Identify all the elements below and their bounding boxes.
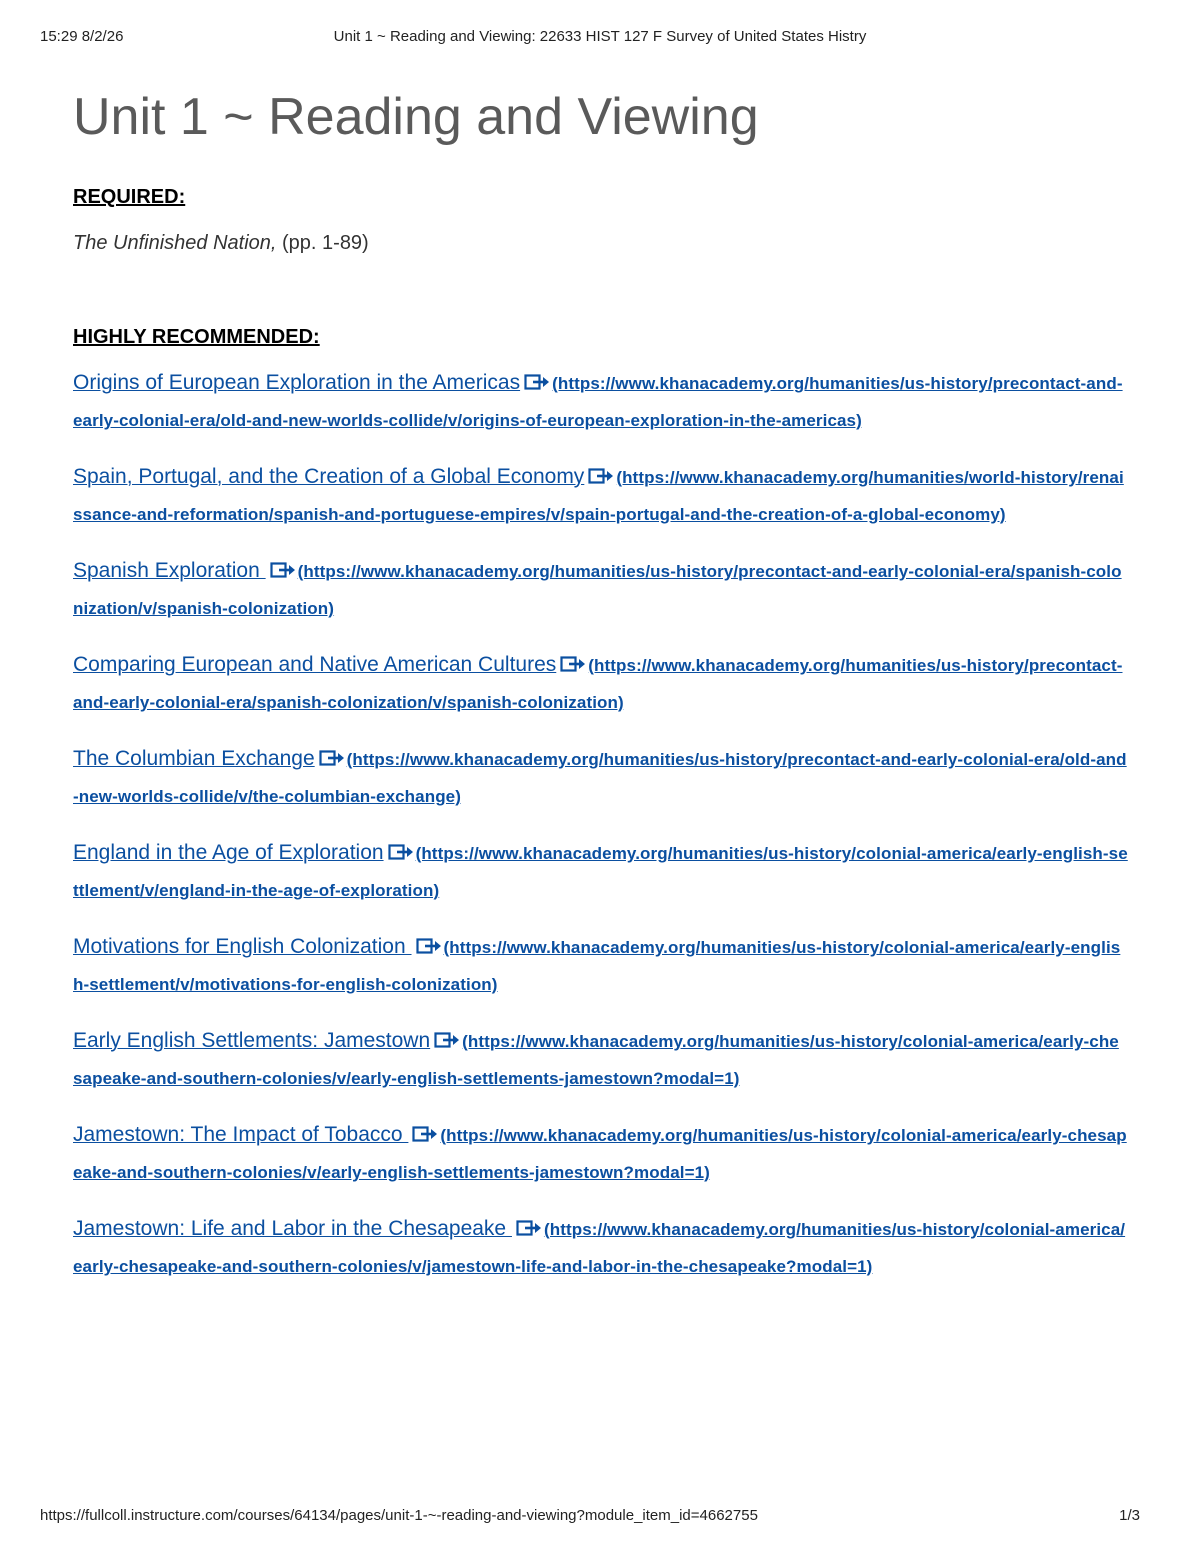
video-link[interactable]	[73, 370, 1123, 430]
list-item	[73, 930, 1128, 1004]
required-reading	[73, 230, 1128, 256]
external-link-icon	[412, 1125, 438, 1143]
video-link[interactable]	[73, 558, 1122, 618]
list-item	[73, 554, 1128, 628]
list-item	[73, 742, 1128, 816]
link-url[interactable]: (https://www.khanacademy.org/humanities/us-history/precontact-and-early-colonial-era/spanish-colonization/v/spanish-colonization)	[73, 561, 1122, 618]
link-title[interactable]: Early English Settlements: Jamestown	[73, 1028, 431, 1052]
print-footer	[40, 1507, 1160, 1529]
link-url[interactable]: (https://www.khanacademy.org/humanities/us-history/colonial-america/early-chesapeake-and-southern-colonies/v/early-english-settlements-jamestown?modal=1)	[73, 1125, 1127, 1182]
link-title[interactable]: England in the Age of Exploration	[73, 840, 384, 864]
link-url[interactable]: (https://www.khanacademy.org/humanities/us-history/colonial-america/early-chesapeake-and-southern-colonies/v/jamestown-life-and-labor-in-the-chesapeake?modal=1)	[73, 1219, 1126, 1276]
link-url[interactable]: (https://www.khanacademy.org/humanities/us-history/precontact-and-early-colonial-era/old-and-new-worlds-collide/v/origins-of-european-exploration-in-the-americas)	[73, 373, 1123, 430]
recommended-heading: HIGHLY RECOMMENDED:	[73, 325, 320, 348]
video-link[interactable]	[73, 1028, 1119, 1088]
link-url[interactable]: (https://www.khanacademy.org/humanities/us-history/colonial-america/early-english-settlement/v/england-in-the-age-of-exploration)	[73, 843, 1128, 900]
link-title[interactable]: Motivations for English Colonization	[73, 934, 412, 958]
external-link-icon	[270, 561, 296, 579]
link-url[interactable]: (https://www.khanacademy.org/humanities/us-history/colonial-america/early-english-settlement/v/motivations-for-english-colonization)	[73, 937, 1121, 994]
link-url[interactable]: (https://www.khanacademy.org/humanities/us-history/precontact-and-early-colonial-era/old-and-new-worlds-collide/v/the-columbian-exchange)	[73, 749, 1127, 806]
page-number: 1/3	[1119, 1507, 1140, 1524]
external-link-icon	[388, 843, 414, 861]
page-title: Unit 1 ~ Reading and Viewing	[73, 88, 759, 146]
external-link-icon	[524, 373, 550, 391]
external-link-icon	[516, 1219, 542, 1237]
link-title[interactable]: Origins of European Exploration in the Americas	[73, 370, 521, 394]
video-link[interactable]	[73, 934, 1121, 994]
link-url[interactable]: (https://www.khanacademy.org/humanities/us-history/precontact-and-early-colonial-era/spanish-colonization/v/spanish-colonization)	[73, 655, 1123, 712]
external-link-icon	[319, 749, 345, 767]
book-pages: (pp. 1-89)	[276, 231, 369, 254]
list-item	[73, 366, 1128, 440]
external-link-icon	[588, 467, 614, 485]
link-title[interactable]: Jamestown: Life and Labor in the Chesapeake	[73, 1216, 512, 1240]
link-url[interactable]: (https://www.khanacademy.org/humanities/world-history/renaissance-and-reformation/spanish-and-portuguese-empires/v/spain-portugal-and-the-creation-of-a-global-economy)	[73, 467, 1124, 524]
list-item	[73, 648, 1128, 722]
external-link-icon	[434, 1031, 460, 1049]
list-item	[73, 1118, 1128, 1192]
list-item	[73, 1212, 1128, 1286]
video-link[interactable]	[73, 746, 1127, 806]
print-page-title: Unit 1 ~ Reading and Viewing: 22633 HIST 127 F Survey of United States Histry	[333, 28, 867, 45]
book-title: The Unfinished Nation,	[73, 231, 277, 254]
list-item	[73, 836, 1128, 910]
link-title[interactable]: Comparing European and Native American Cultures	[73, 652, 557, 676]
required-heading: REQUIRED:	[73, 185, 186, 208]
print-datetime: 15:29 8/2/26	[40, 28, 124, 45]
video-link[interactable]	[73, 1122, 1127, 1182]
list-item	[73, 1024, 1128, 1098]
link-title[interactable]: Spain, Portugal, and the Creation of a Global Economy	[73, 464, 585, 488]
print-header	[40, 28, 1160, 50]
video-link[interactable]	[73, 652, 1123, 712]
video-link[interactable]	[73, 1216, 1126, 1276]
external-link-icon	[416, 937, 442, 955]
page-content	[73, 88, 1128, 1306]
link-title[interactable]: Jamestown: The Impact of Tobacco	[73, 1122, 409, 1146]
video-link[interactable]	[73, 840, 1128, 900]
video-link[interactable]	[73, 464, 1124, 524]
link-title[interactable]: Spanish Exploration	[73, 558, 266, 582]
link-title[interactable]: The Columbian Exchange	[73, 746, 315, 770]
list-item	[73, 460, 1128, 534]
recommended-link-list	[73, 366, 1128, 1286]
external-link-icon	[560, 655, 586, 673]
page-url: https://fullcoll.instructure.com/courses/64134/pages/unit-1-~-reading-and-viewing?module_item_id=4662755	[40, 1507, 758, 1524]
link-url[interactable]: (https://www.khanacademy.org/humanities/us-history/colonial-america/early-chesapeake-and-southern-colonies/v/early-english-settlements-jamestown?modal=1)	[73, 1031, 1119, 1088]
